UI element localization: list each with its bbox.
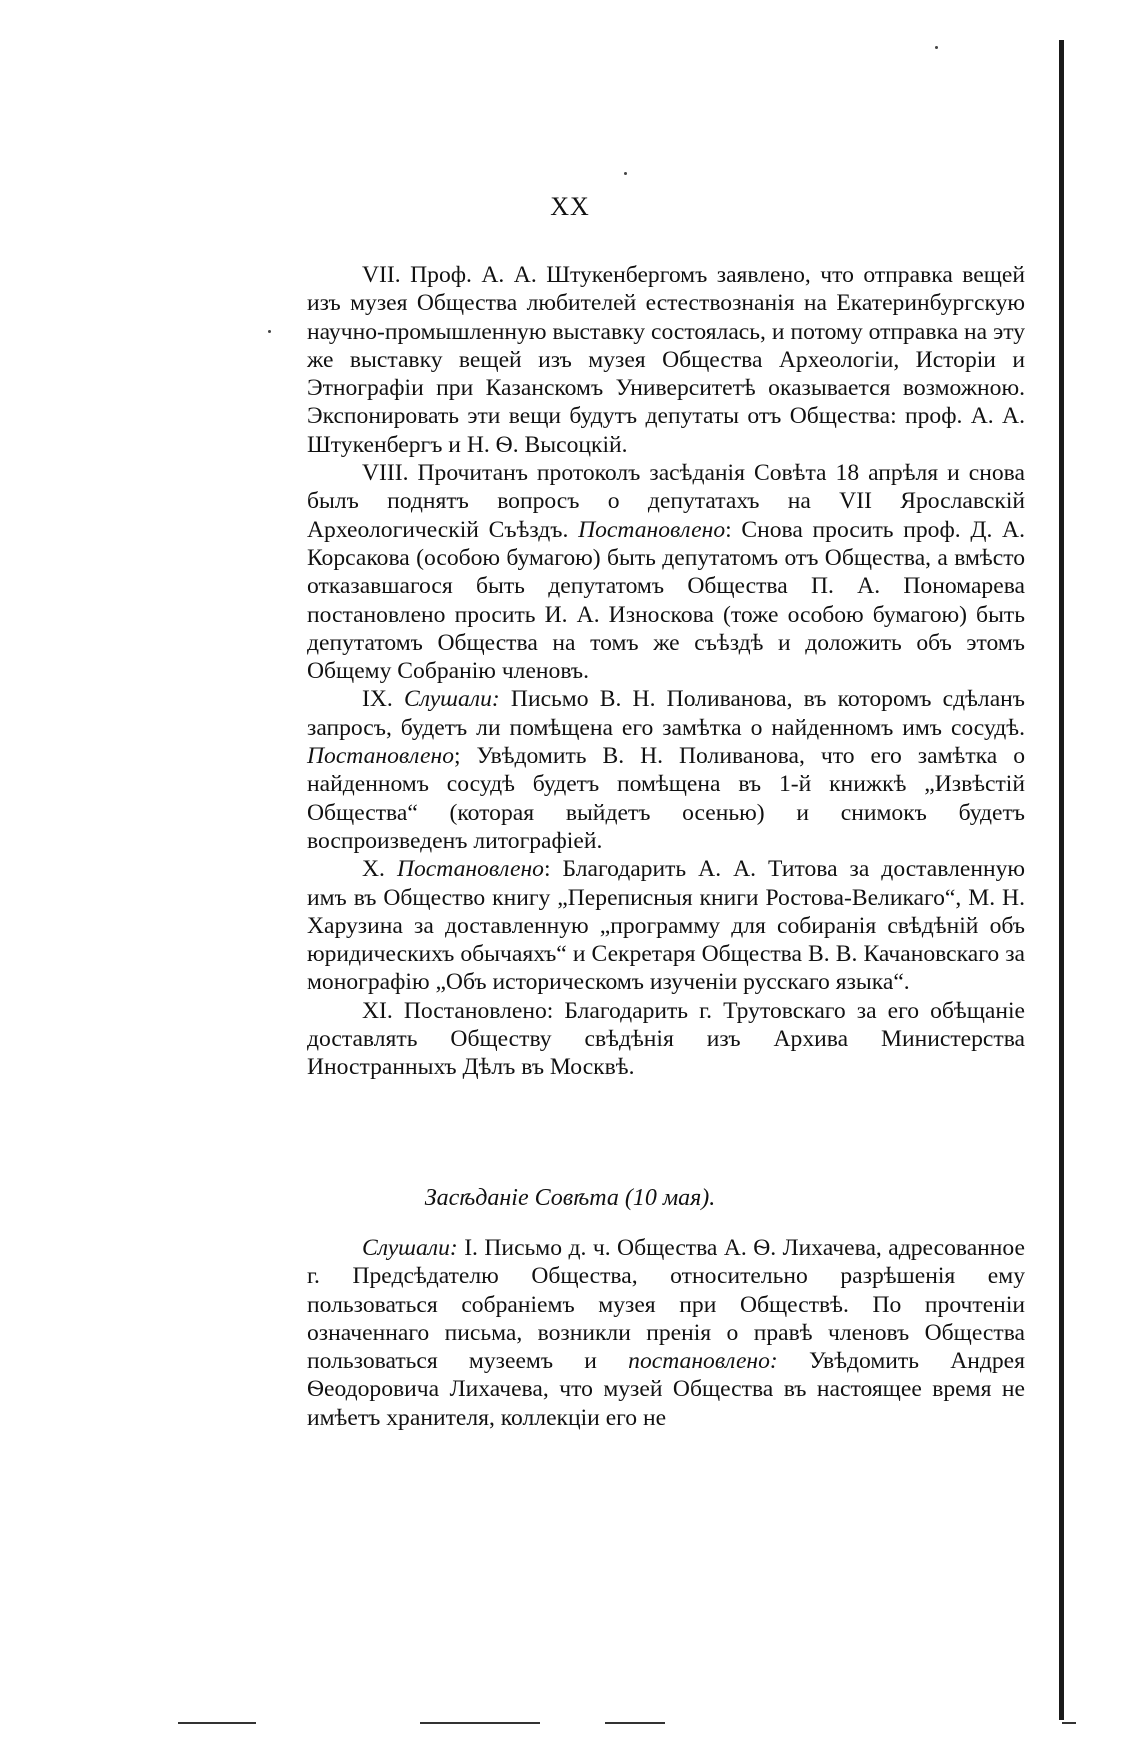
session-decision: Увѣдомить Андрея Ѳеодоровича Лихачева, что музей Общества въ настоящее время не имѣетъ хранителя, коллекціи его не bbox=[307, 1348, 1025, 1431]
paragraph-viii bbox=[307, 459, 1025, 685]
session-text-block bbox=[307, 1234, 1025, 1432]
session-paragraph bbox=[307, 1234, 1025, 1432]
paragraph-ix-decision-label: Постановлено bbox=[307, 743, 455, 770]
paragraph-x-decision: : Благодарить А. А. Титова за доставленную имъ въ Общество книгу „Переписныя книги Ростова-Великаго“, М. Н. Харузина за доставленную „программу для собиранія свѣдѣній объ юридическихъ обычаяхъ“ и Секретаря Общества В. В. Качановскаго за монографію „Объ историческомъ изученіи русскаго языка“. bbox=[307, 856, 1025, 996]
scan-bottom-mark bbox=[178, 1722, 256, 1724]
paragraph-viii-text: VIII. Прочитанъ протоколъ засѣданія Совѣта 18 апрѣля и снова былъ поднятъ вопросъ о депутатахъ на VII Ярославскій Археологическій Съѣздъ. bbox=[307, 460, 1025, 543]
paragraph-xi: XI. Постановлено: Благодарить г. Трутовскаго за его обѣщаніе доставлять Обществу свѣдѣнія изъ Архива Министерства Иностранныхъ Дѣлъ въ Москвѣ. bbox=[307, 997, 1025, 1081]
paragraph-x bbox=[307, 855, 1025, 996]
paragraph-ix-number: IX. bbox=[362, 686, 393, 713]
page-number: XX bbox=[550, 192, 590, 221]
section-heading: Засѣданіе Совѣта (10 мая). bbox=[424, 1185, 716, 1211]
scan-bottom-mark bbox=[1062, 1722, 1076, 1724]
session-text: I. Письмо д. ч. Общества А. Ѳ. Лихачева, адресованное г. Предсѣдателю Общества, относительно разрѣшенія ему пользоваться собраніемъ музея при Обществѣ. По прочтеніи означеннаго письма, возникли пренія о правѣ членовъ Общества пользоваться музеемъ и bbox=[307, 1235, 1025, 1375]
scan-speck bbox=[268, 330, 271, 333]
session-decision-label: постановлено: bbox=[628, 1348, 778, 1375]
scan-bottom-mark bbox=[420, 1722, 540, 1724]
main-text-block bbox=[307, 261, 1025, 1082]
paragraph-vii: VII. Проф. А. А. Штукенбергомъ заявлено, что отправка вещей изъ музея Общества любителей естествознанія на Екатеринбургскую научно-промышленную выставку состоялась, и потому отправка на эту же выставку вещей изъ музея Общества Археологіи, Исторіи и Этнографіи при Казанскомъ Университетѣ оказывается возможною. Экспонировать эти вещи будутъ депутаты отъ Общества: проф. А. А. Штукенбергъ и Н. Ѳ. Высоцкій. bbox=[307, 262, 1025, 458]
scan-speck bbox=[935, 46, 938, 49]
scan-bottom-mark bbox=[605, 1722, 665, 1724]
scan-edge-line bbox=[1059, 40, 1064, 1720]
session-heard-label: Слушали: bbox=[362, 1235, 458, 1261]
paragraph-viii-decision-label: Постановлено bbox=[578, 516, 726, 543]
scan-speck bbox=[624, 172, 627, 175]
paragraph-ix bbox=[307, 685, 1025, 855]
paragraph-ix-decision: ; Увѣдомить В. Н. Поливанова, что его замѣтка о найденномъ сосудѣ будетъ помѣщена въ 1-й книжкѣ „Извѣстій Общества“ (которая выйдетъ осенью) и снимокъ будетъ воспроизведенъ литографіей. bbox=[307, 743, 1025, 854]
paragraph-x-decision-label: Постановлено bbox=[396, 856, 544, 883]
paragraph-ix-heard-label: Слушали: bbox=[403, 686, 500, 713]
paragraph-x-number: X. bbox=[362, 856, 385, 883]
paragraph-ix-text: Письмо В. Н. Поливанова, въ которомъ сдѣланъ запросъ, будетъ ли помѣщена его замѣтка о найденномъ имъ сосудѣ. bbox=[307, 686, 1025, 741]
paragraph-viii-decision: : Снова просить проф. Д. А. Корсакова (особою бумагою) быть депутатомъ отъ Общества, а вмѣсто отказавшагося быть депутатомъ Общества П. А. Пономарева постановлено просить И. А. Износкова (тоже особою бумагою) быть депутатомъ Общества на томъ же съѣздѣ и доложить объ этомъ Общему Собранію членовъ. bbox=[307, 516, 1025, 685]
